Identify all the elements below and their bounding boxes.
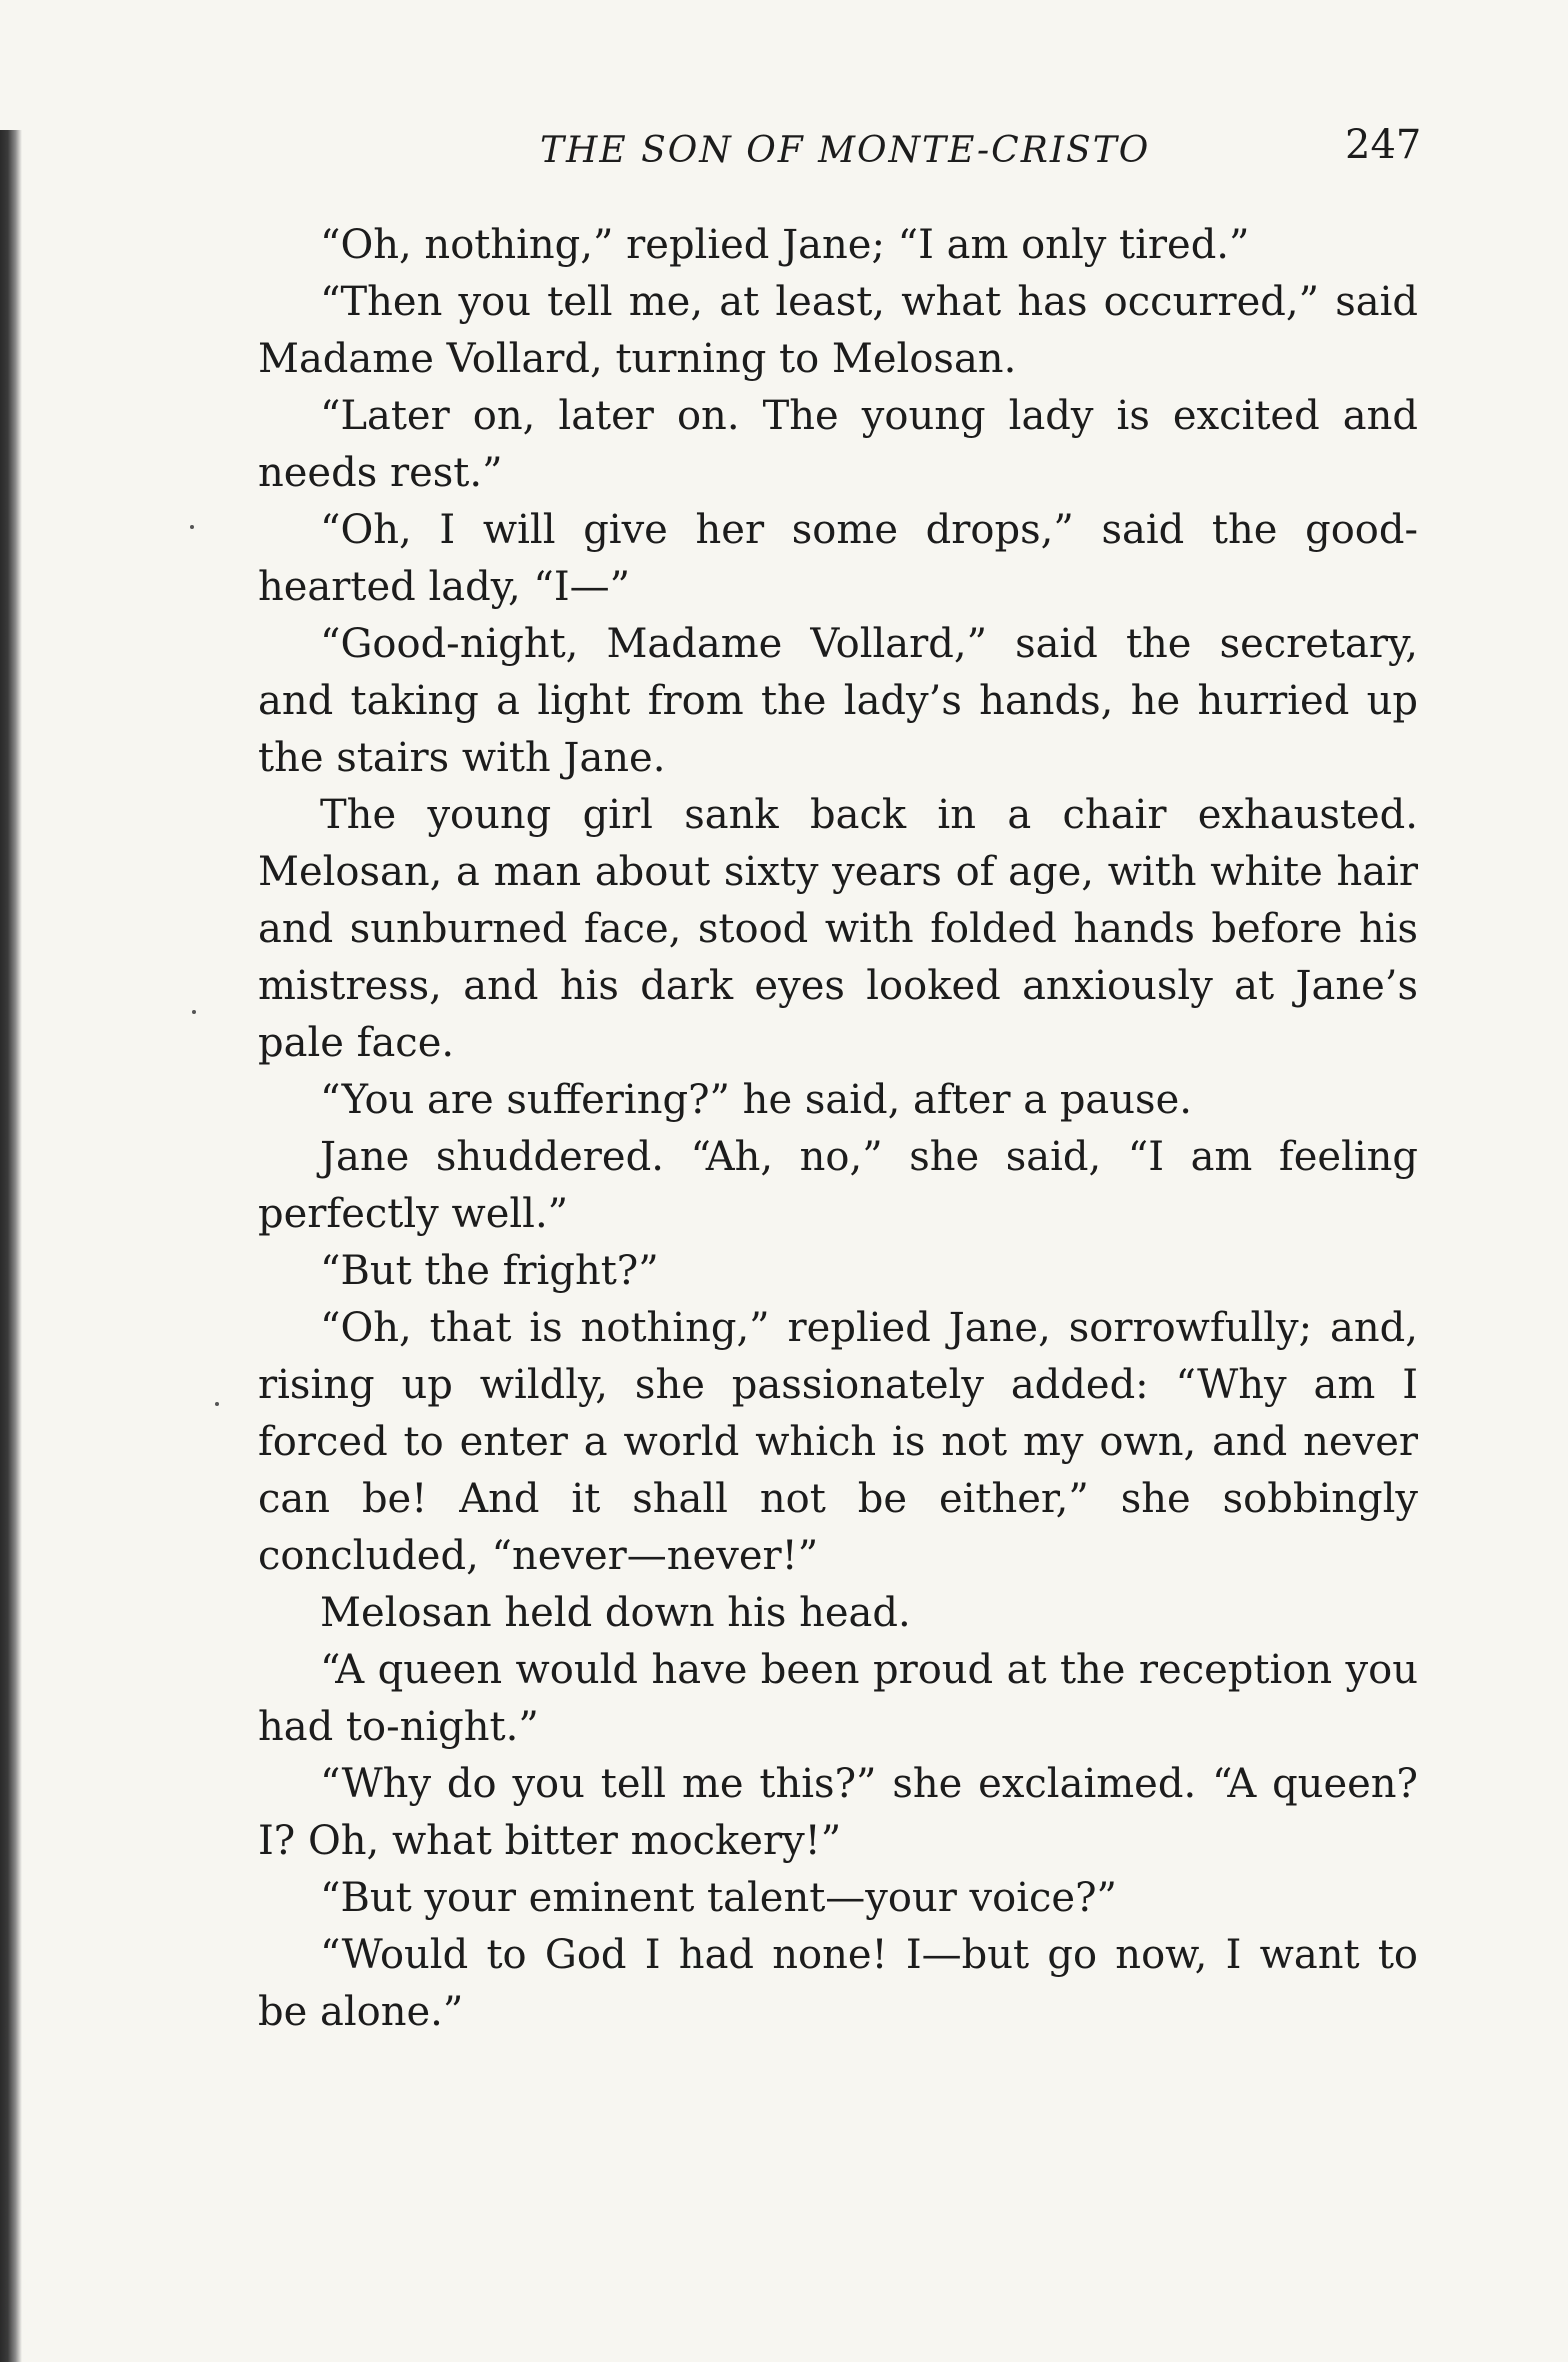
paragraph: “But the fright?” xyxy=(320,1248,659,1294)
paragraph: “Good-night, Madame Vollard,” said the secretary, and taking a light from the lady’s hands, he hurried up the stairs with Jane. xyxy=(258,621,1418,781)
paragraph: “Oh, I will give her some drops,” said the good-hearted lady, “I—” xyxy=(258,507,1418,610)
page-number: 247 xyxy=(1345,122,1422,168)
paragraph: “Why do you tell me this?” she exclaimed. “A queen? I? Oh, what bitter mockery!” xyxy=(258,1761,1418,1864)
paragraph: “You are suffering?” he said, after a pause. xyxy=(320,1077,1192,1123)
running-title: THE SON OF MONTE-CRISTO xyxy=(540,130,1151,171)
paragraph: The young girl sank back in a chair exhausted. Melosan, a man about sixty years of age, with white hair and sunburned face, stood with folded hands before his mistress, and his dark eyes looked anxiously at Jane’s pale face. xyxy=(258,792,1418,1066)
paragraph: “A queen would have been proud at the reception you had to-night.” xyxy=(258,1647,1418,1750)
paragraph: Melosan held down his head. xyxy=(320,1590,911,1636)
print-speck xyxy=(190,525,194,529)
paragraph: “Oh, nothing,” replied Jane; “I am only tired.” xyxy=(320,222,1250,268)
print-speck xyxy=(215,1402,219,1406)
book-spine-shadow xyxy=(0,130,22,2362)
paragraph: “Then you tell me, at least, what has occurred,” said Madame Vollard, turning to Melosan. xyxy=(258,279,1418,382)
paragraph: “Would to God I had none! I—but go now, I want to be alone.” xyxy=(258,1932,1418,2035)
paragraph: “Oh, that is nothing,” replied Jane, sorrowfully; and, rising up wildly, she passionately added: “Why am I forced to enter a world which is not my own, and never can be! And it shall not be either,” she sobbingly concluded, “never—never!” xyxy=(258,1305,1418,1579)
paragraph: “But your eminent talent—your voice?” xyxy=(320,1875,1117,1921)
body-text xyxy=(258,217,1418,2041)
paragraph: “Later on, later on. The young lady is excited and needs rest.” xyxy=(258,393,1418,496)
print-speck xyxy=(192,1010,196,1014)
paragraph: Jane shuddered. “Ah, no,” she said, “I am feeling perfectly well.” xyxy=(258,1134,1418,1237)
